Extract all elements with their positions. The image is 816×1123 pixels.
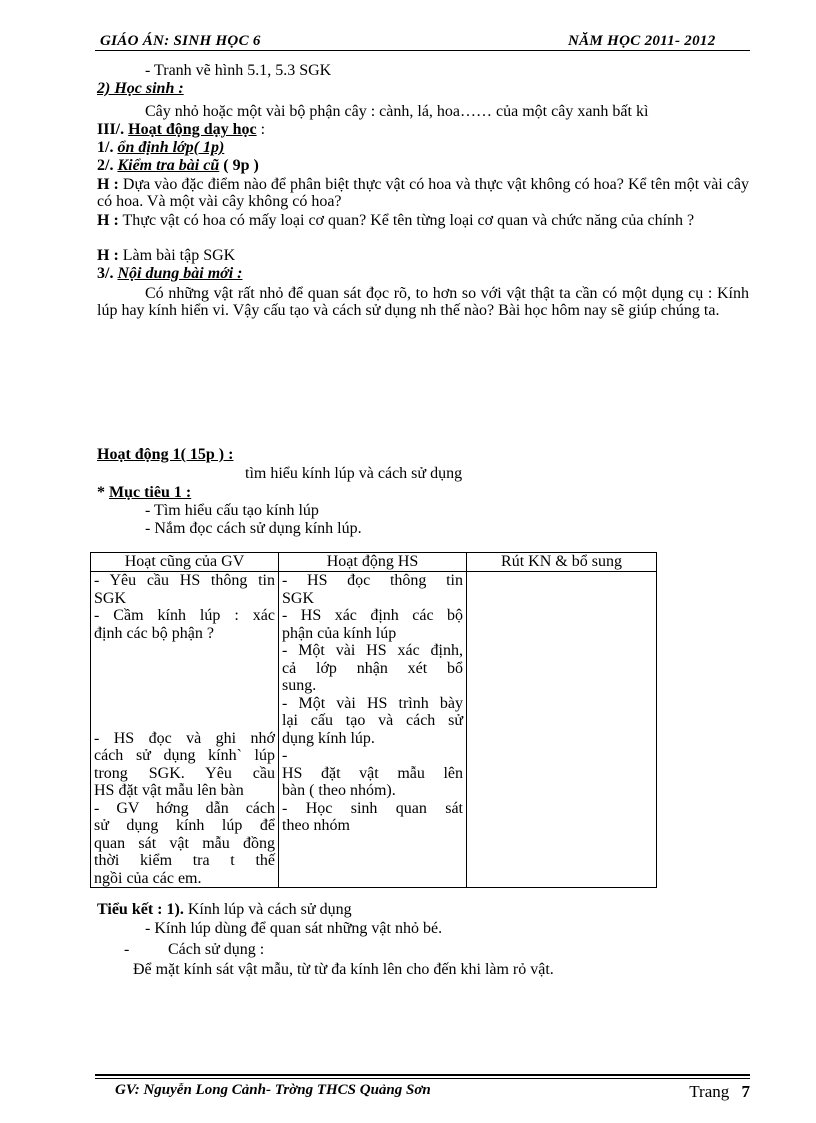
question-2-label: H : [97, 212, 119, 229]
section-students-heading: 2) Học sinh : [97, 80, 184, 97]
summary-title: Kính lúp và cách sử dụng [187, 901, 352, 918]
teacher-activity-line: SGK [94, 589, 127, 607]
student-activity-line: SGK [282, 589, 315, 607]
student-activity-line: dụng kính lúp. [282, 729, 375, 747]
student-activity-line: - HS xác định các bộ [282, 607, 463, 624]
teacher-activity-line: trong SGK. Yêu cầu [94, 764, 275, 782]
header-school-year: NĂM HỌC 2011- 2012 [568, 33, 716, 49]
teacher-activity-line: quan sát vật mẫu đồng [94, 834, 275, 852]
goal-1-heading: Mục tiêu 1 : [109, 484, 192, 501]
goal-1 [97, 484, 191, 501]
teacher-activity-line: - HS đọc và ghi nhớ [94, 729, 275, 747]
notes-cell [467, 572, 657, 888]
student-activity-line: theo nhóm [282, 817, 350, 834]
summary-item-2-bullet: - [124, 941, 130, 958]
teacher-activity-line: HS đặt vật mẫu lên bàn [94, 782, 244, 799]
section-new-content [97, 265, 243, 282]
student-activity-line: - HS đọc thông tin [282, 572, 463, 589]
summary-label: Tiểu kết : 1). [97, 901, 184, 918]
activity-table [90, 552, 657, 888]
page-label: Trang [689, 1082, 730, 1101]
student-activity-line: bàn ( theo nhóm). [282, 782, 396, 799]
student-activity-line: - Một vài HS xác định, [282, 642, 463, 659]
question-3-label: H : [97, 247, 119, 264]
question-1 [97, 176, 749, 210]
goal-1-bullet: * [97, 484, 105, 501]
section-activities-number: III/. [97, 121, 125, 138]
footer-author: GV: Nguyễn Long Cảnh- Trờng THCS Quảng Sơn [115, 1082, 431, 1098]
section-old-lesson-time: ( 9p ) [223, 157, 259, 174]
student-activity-line: - [282, 747, 288, 764]
section-new-content-heading: Nội dung bài mới : [117, 265, 243, 282]
section-students [97, 80, 184, 97]
footer-rule-thin [95, 1078, 750, 1079]
header-rule [95, 50, 750, 51]
table-header-row [91, 553, 657, 572]
teacher-activity-line: - GV hớng dẫn cách [94, 799, 275, 817]
page-number-value: 7 [741, 1082, 750, 1101]
student-activity-line: phận của kính lúp [282, 624, 397, 642]
table-header-students: Hoạt động HS [279, 553, 467, 572]
students-materials: Cây nhỏ hoặc một vài bộ phận cây : cành, lá, hoa…… của một cây xanh bất kì [145, 103, 649, 120]
table-header-notes: Rút KN & bổ sung [467, 553, 657, 572]
student-activity-line: cả lớp nhận xét bổ [282, 659, 463, 677]
section-class-setup-number: 1/. [97, 139, 114, 156]
question-3 [97, 247, 235, 264]
section-class-setup [97, 139, 224, 156]
teacher-activity-line [94, 660, 275, 678]
summary-item-2 [124, 941, 264, 958]
teacher-activity-line: thời kiểm tra t thế [94, 852, 275, 869]
summary-item-1: - Kính lúp dùng để quan sát những vật nhỏ bé. [145, 920, 443, 937]
summary-item-2-text: Cách sử dụng : [168, 941, 265, 958]
teacher-activity-line: - Cầm kính lúp : xác [94, 607, 275, 624]
teacher-activity-line: cách sử dụng kính` lúp [94, 747, 275, 764]
section-old-lesson-number: 2/. [97, 157, 114, 174]
student-activity-line: - Một vài HS trình bày [282, 694, 463, 712]
student-activity-line: HS đặt vật mẫu lên [282, 764, 463, 782]
summary-line [97, 901, 352, 918]
question-2-text: Thực vật có hoa có mấy loại cơ quan? Kể tên từng loại cơ quan và chức năng của chính ? [122, 212, 695, 229]
student-activity-line: - Học sinh quan sát [282, 799, 463, 817]
teacher-activity-line [94, 642, 275, 660]
question-1-text: Dựa vào đặc điểm nào để phân biệt thực vật có hoa và thực vật không có hoa? Kể tên một vài cây có hoa. Và một vài cây không có hoa? [97, 176, 749, 210]
goal-1-item-1: - Tìm hiểu cấu tạo kính lúp [145, 502, 319, 519]
question-3-text: Làm bài tập SGK [122, 247, 236, 264]
teacher-activity-line: - Yêu cầu HS thông tin [94, 572, 275, 589]
teacher-activity-line: ngồi của các em. [94, 869, 202, 887]
section-activities-colon: : [260, 121, 266, 138]
teacher-activity-line [94, 677, 275, 695]
teacher-activity-line [94, 695, 275, 713]
student-activity-line: lại cấu tạo và cách sử [282, 712, 463, 729]
section-old-lesson-heading: Kiểm tra bài cũ [117, 157, 220, 174]
activity-1-heading: Hoạt động 1( 15p ) : [97, 446, 234, 463]
goal-1-item-2: - Nắm đọc cách sử dụng kính lúp. [145, 520, 362, 537]
student-activities-cell [279, 572, 467, 888]
section-activities [97, 121, 265, 138]
section-class-setup-heading: ổn định lớp( 1p) [117, 139, 225, 156]
teacher-activity-line: sử dụng kính lúp để [94, 817, 275, 834]
teacher-activity-line: định các bộ phận ? [94, 624, 214, 642]
page-number [689, 1082, 750, 1102]
section-new-content-number: 3/. [97, 265, 114, 282]
teacher-activities-cell [91, 572, 279, 888]
lesson-intro: Có những vật rất nhỏ để quan sát đọc rõ, to hơn so với vật thật ta cần có một dụng cụ : Kính lúp hay kính hiển vi. Vậy cấu tạo và cách sử dụng nh thế nào? Bài học hôm nay sẽ giúp chúng ta. [97, 285, 749, 319]
question-2 [97, 212, 749, 229]
header-subject: GIÁO ÁN: SINH HỌC 6 [100, 33, 261, 49]
table-header-teacher: Hoạt cũng của GV [91, 553, 279, 572]
footer-rule-thick [95, 1074, 750, 1076]
student-activity-line: sung. [282, 677, 317, 694]
question-1-label: H : [97, 176, 119, 193]
materials-line: - Tranh vẽ hình 5.1, 5.3 SGK [145, 62, 332, 79]
table-row [91, 572, 657, 888]
section-old-lesson-check [97, 157, 259, 174]
section-activities-heading: Hoạt động dạy học [128, 121, 257, 138]
activity-1-subtitle: tìm hiểu kính lúp và cách sử dụng [245, 465, 463, 482]
teacher-activity-line [94, 712, 275, 730]
summary-usage: Để mặt kính sát vật mẫu, từ từ đa kính lên cho đến khi làm rỏ vật. [133, 961, 554, 978]
